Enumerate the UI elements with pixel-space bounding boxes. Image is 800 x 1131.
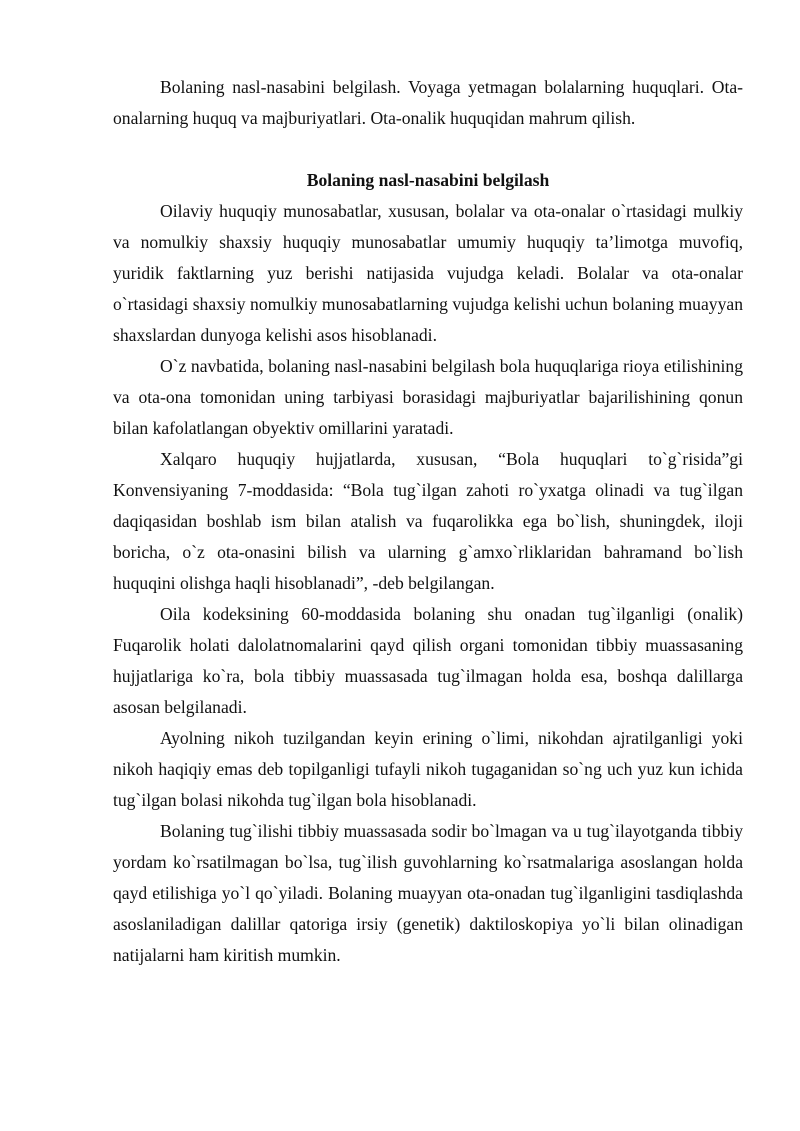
body-paragraph-6: Bolaning tug`ilishi tibbiy muassasada sodir bo`lmagan va u tug`ilayotganda tibbiy yordam ko`rsatilmagan bo`lsa, tug`ilish guvohlarning ko`rsatmalariga asoslangan holda qayd etilishiga yo`l qo`yiladi. Bolaning muayyan ota-onadan tug`ilganligini tasdiqlashda asoslaniladigan dalillar qatoriga irsiy (genetik) daktiloskopiya yo`li bilan olinadigan natijalarni ham kiritish mumkin.	[113, 821, 743, 965]
body-paragraph-3: Xalqaro huquqiy hujjatlarda, xususan, “Bola huquqlari to`g`risida”gi Konvensiyaning 7-moddasida: “Bola tug`ilgan zahoti ro`yxatga olinadi va tug`ilgan daqiqasidan boshlab ism bilan atalish va fuqarolikka ega bo`lish, shuningdek, iloji boricha, o`z ota-onasini bilish va ularning g`amxo`rliklaridan bahramand bo`lish huquqini olishga haqli hisoblanadi”, -deb belgilangan.	[113, 449, 743, 593]
section-heading: Bolaning nasl-nasabini belgilash	[306, 170, 550, 190]
body-paragraph-2: O`z navbatida, bolaning nasl-nasabini belgilash bola huquqlariga rioya etilishining va ota-ona tomonidan uning tarbiyasi borasidagi majburiyatlar bajarilishining qonun bilan kafolatlangan obyektiv omillarini yaratadi.	[113, 356, 743, 438]
body-paragraph-1: Oilaviy huquqiy munosabatlar, xususan, bolalar va ota-onalar o`rtasidagi mulkiy va nomulkiy shaxsiy huquqiy munosabatlar umumiy huquqiy ta’limotga muvofiq, yuridik faktlarning yuz berishi natijasida vujudga keladi. Bolalar va ota-onalar o`rtasidagi shaxsiy nomulkiy munosabatlarning vujudga kelishi uchun bolaning muayyan shaxslardan dunyoga kelishi asos hisoblanadi.	[113, 201, 743, 345]
intro-paragraph: Bolaning nasl-nasabini belgilash. Voyaga yetmagan bolalarning huquqlari. Ota-onalarning huquq va majburiyatlari. Ota-onalik huquqidan mahrum qilish.	[113, 77, 743, 128]
body-paragraph-4: Oila kodeksining 60-moddasida bolaning shu onadan tug`ilganligi (onalik) Fuqarolik holati dalolatnomalarini qayd qilish organi tomonidan tibbiy muassasaning hujjatlariga ko`ra, bola tibbiy muassasada tug`ilmagan holda esa, boshqa dalillarga asosan belgilanadi.	[113, 604, 743, 717]
body-paragraph-5: Ayolning nikoh tuzilgandan keyin erining o`limi, nikohdan ajratilganligi yoki nikoh haqiqiy emas deb topilganligi tufayli nikoh tugaganidan so`ng uch yuz kun ichida tug`ilgan bolasi nikohda tug`ilgan bola hisoblanadi.	[113, 728, 743, 810]
blank-line	[113, 134, 743, 165]
document-page	[113, 72, 743, 971]
